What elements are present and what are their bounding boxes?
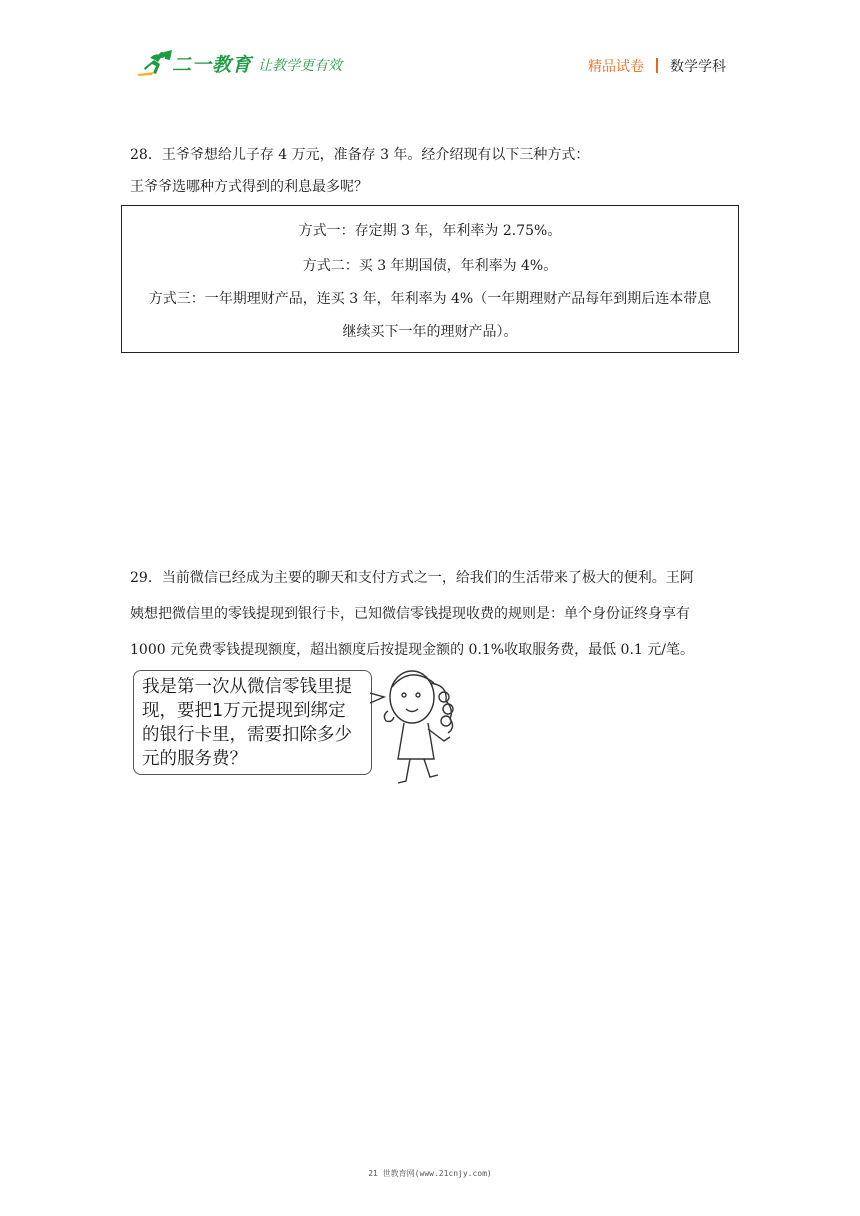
page-footer: 21 世教育网(www.21cnjy.com) [368, 1169, 492, 1178]
header-slogan: 让教学更有效 [258, 58, 342, 74]
question-28-prompt: 王爷爷选哪种方式得到的利息最多呢？ [130, 179, 368, 195]
speech-line-4: 元的服务费？ [142, 749, 247, 769]
question-29-text [130, 560, 740, 668]
header-divider [656, 58, 658, 73]
options-box [121, 205, 739, 353]
speech-bubble [133, 670, 372, 775]
speech-line-3: 的银行卡里，需要扣除多少 [142, 725, 352, 745]
option-3: 方式三：一年期理财产品，连买 3 年，年利率为 4%（一年期理财产品每年到期后连本带息 [148, 291, 712, 307]
question-29-line-1: 29．当前微信已经成为主要的聊天和支付方式之一，给我们的生活带来了极大的便利。王阿 [130, 570, 694, 586]
option-3-continued: 继续买下一年的理财产品）。 [342, 324, 518, 340]
speech-line-1: 我是第一次从微信零钱里提 [142, 677, 352, 697]
question-29-line-2: 姨想把微信里的零钱提现到银行卡，已知微信零钱提现收费的规则是：单个身份证终身享有 [130, 606, 690, 622]
girl-illustration-icon [370, 665, 470, 790]
option-2: 方式二：买 3 年期国债，年利率为 4%。 [302, 258, 558, 274]
question-28-text: 28．王爷爷想给儿子存 4 万元，准备存 3 年。经介绍现有以下三种方式： [130, 147, 590, 163]
header-right [588, 56, 726, 76]
logo-text: 二一教育 [172, 54, 253, 76]
question-29-line-3: 1000 元免费零钱提现额度，超出额度后按提现金额的 0.1%收取服务费，最低 0.1 元/笔。 [130, 642, 694, 658]
header-category: 精品试卷 [588, 59, 644, 75]
speech-bubble-text [142, 675, 370, 771]
header-subject: 数学学科 [670, 59, 726, 75]
speech-line-2: 现，要把1万元提现到绑定 [142, 701, 346, 721]
page-header [0, 0, 860, 100]
option-1: 方式一：存定期 3 年，年利率为 2.75%。 [298, 223, 562, 239]
